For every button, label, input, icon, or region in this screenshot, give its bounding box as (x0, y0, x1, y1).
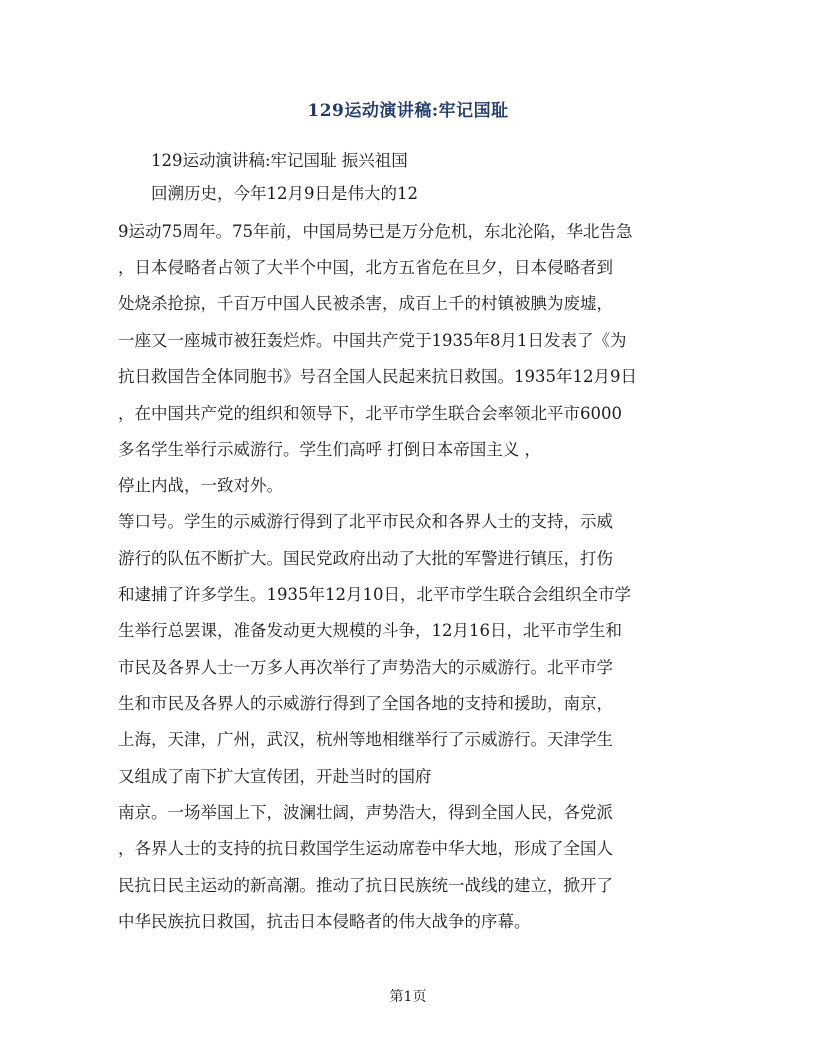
paragraph-line: 游行的队伍不断扩大。国民党政府出动了大批的军警进行镇压，打伤 (118, 549, 613, 568)
paragraph-line: ，日本侵略者占领了大半个中国，北方五省危在旦夕，日本侵略者到 (118, 258, 613, 277)
paragraph-line: 南京。一场举国上下，波澜壮阔，声势浩大，得到全国人民，各党派 (118, 803, 613, 822)
paragraph-line: 民抗日民主运动的新高潮。推动了抗日民族统一战线的建立，掀开了 (118, 876, 613, 895)
paragraph-line: 又组成了南下扩大宣传团，开赴当时的国府 (118, 767, 432, 786)
paragraph-line: 处烧杀抢掠，千百万中国人民被杀害，成百上千的村镇被腆为废墟， (118, 294, 613, 313)
paragraph-line: 9运动75周年。75年前，中国局势已是万分危机，东北沦陷，华北告急 (118, 222, 633, 241)
paragraph-line: 中华民族抗日救国，抗击日本侵略者的伟大战争的序幕。 (118, 912, 531, 931)
paragraph-line: 抗日救国告全体同胞书》号召全国人民起来抗日救国。1935年12月9日 (118, 367, 637, 386)
paragraph-line: ，在中国共产党的组织和领导下，北平市学生联合会率领北平市6000 (118, 404, 622, 423)
paragraph-line: 生举行总罢课，准备发动更大规模的斗争，12月16日，北平市学生和 (118, 621, 622, 640)
paragraph-line: 上海，天津，广州，武汉，杭州等地相继举行了示威游行。天津学生 (118, 730, 613, 749)
paragraph-line: 等口号。学生的示威游行得到了北平市民众和各界人士的支持，示威 (118, 512, 613, 531)
paragraph-line: 和逮捕了许多学生。1935年12月10日，北平市学生联合会组织全市学 (118, 585, 631, 604)
paragraph-line: 市民及各界人士一万多人再次举行了声势浩大的示威游行。北平市学 (118, 658, 613, 677)
paragraph-line: 回溯历史，今年12月9日是伟大的12 (118, 184, 418, 203)
paragraph-line: ，各界人士的支持的抗日救国学生运动席卷中华大地，形成了全国人 (118, 839, 613, 858)
paragraph-line: 生和市民及各界人的示威游行得到了全国各地的支持和援助，南京， (118, 694, 613, 713)
document-title: 129运动演讲稿:牢记国耻 (307, 101, 509, 121)
paragraph-line: 129运动演讲稿:牢记国耻 振兴祖国 (118, 151, 408, 170)
paragraph-line: 停止内战，一致对外。 (118, 476, 283, 495)
paragraph-line: 一座又一座城市被狂轰烂炸。中国共产党于1935年8月1日发表了《为 (118, 331, 627, 350)
page-number: 第1页 (389, 989, 427, 1005)
paragraph-line: 多名学生举行示威游行。学生们高呼 打倒日本帝国主义 ， (118, 440, 541, 459)
